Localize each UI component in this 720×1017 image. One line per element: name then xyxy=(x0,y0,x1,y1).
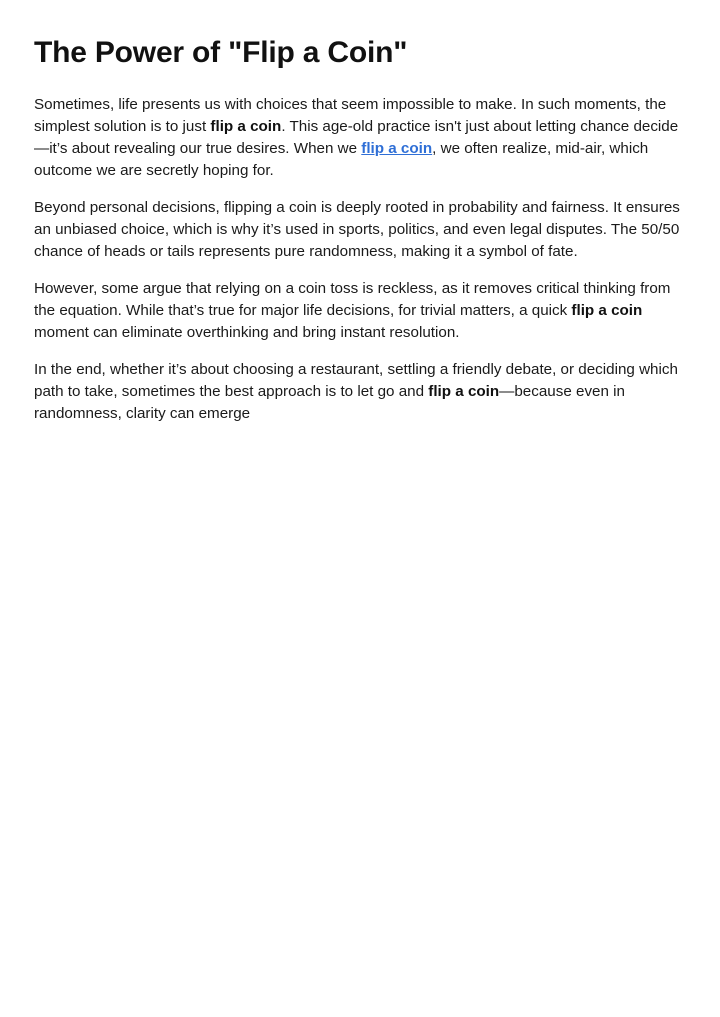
paragraph-2 xyxy=(34,197,689,263)
paragraph-3 xyxy=(34,278,689,344)
page-title: The Power of "Flip a Coin" xyxy=(34,36,408,69)
paragraph-4-bold-keyword: flip a coin xyxy=(428,383,500,400)
paragraph-3-text-1: However, some argue that relying on a coin toss is reckless, as it removes critical thinking from the equation. While that’s true for major life decisions, for trivial matters, a quick xyxy=(34,280,671,319)
paragraph-3-bold-keyword: flip a coin xyxy=(571,302,643,319)
paragraph-1 xyxy=(34,94,689,182)
paragraph-4-text-1: In the end, whether it’s about choosing a restaurant, settling a friendly debate, or deciding which path to take, sometimes the best approach is to let go and xyxy=(34,361,678,400)
paragraph-1-text-1: Sometimes, life presents us with choices that seem impossible to make. In such moments, the simplest solution is to just xyxy=(34,96,667,135)
paragraph-4 xyxy=(34,359,689,425)
paragraph-1-text-2: . This age-old practice isn't just about letting chance decide—it’s about revealing our true desires. When we xyxy=(34,118,679,157)
paragraph-4-text-2: —because even in randomness, clarity can emerge xyxy=(34,383,625,422)
paragraph-3-text-2: moment can eliminate overthinking and bring instant resolution. xyxy=(34,324,460,341)
paragraph-1-bold-keyword: flip a coin xyxy=(210,118,282,135)
flip-a-coin-link[interactable]: flip a coin xyxy=(361,140,433,157)
paragraph-2-text-1: Beyond personal decisions, flipping a coin is deeply rooted in probability and fairness. It ensures an unbiased choice, which is why it’s used in sports, politics, and even legal disputes. The 50/50 chance of heads or tails represents pure randomness, making it a symbol of fate. xyxy=(34,199,680,260)
paragraph-1-text-3: , we often realize, mid-air, which outcome we are secretly hoping for. xyxy=(34,140,649,179)
